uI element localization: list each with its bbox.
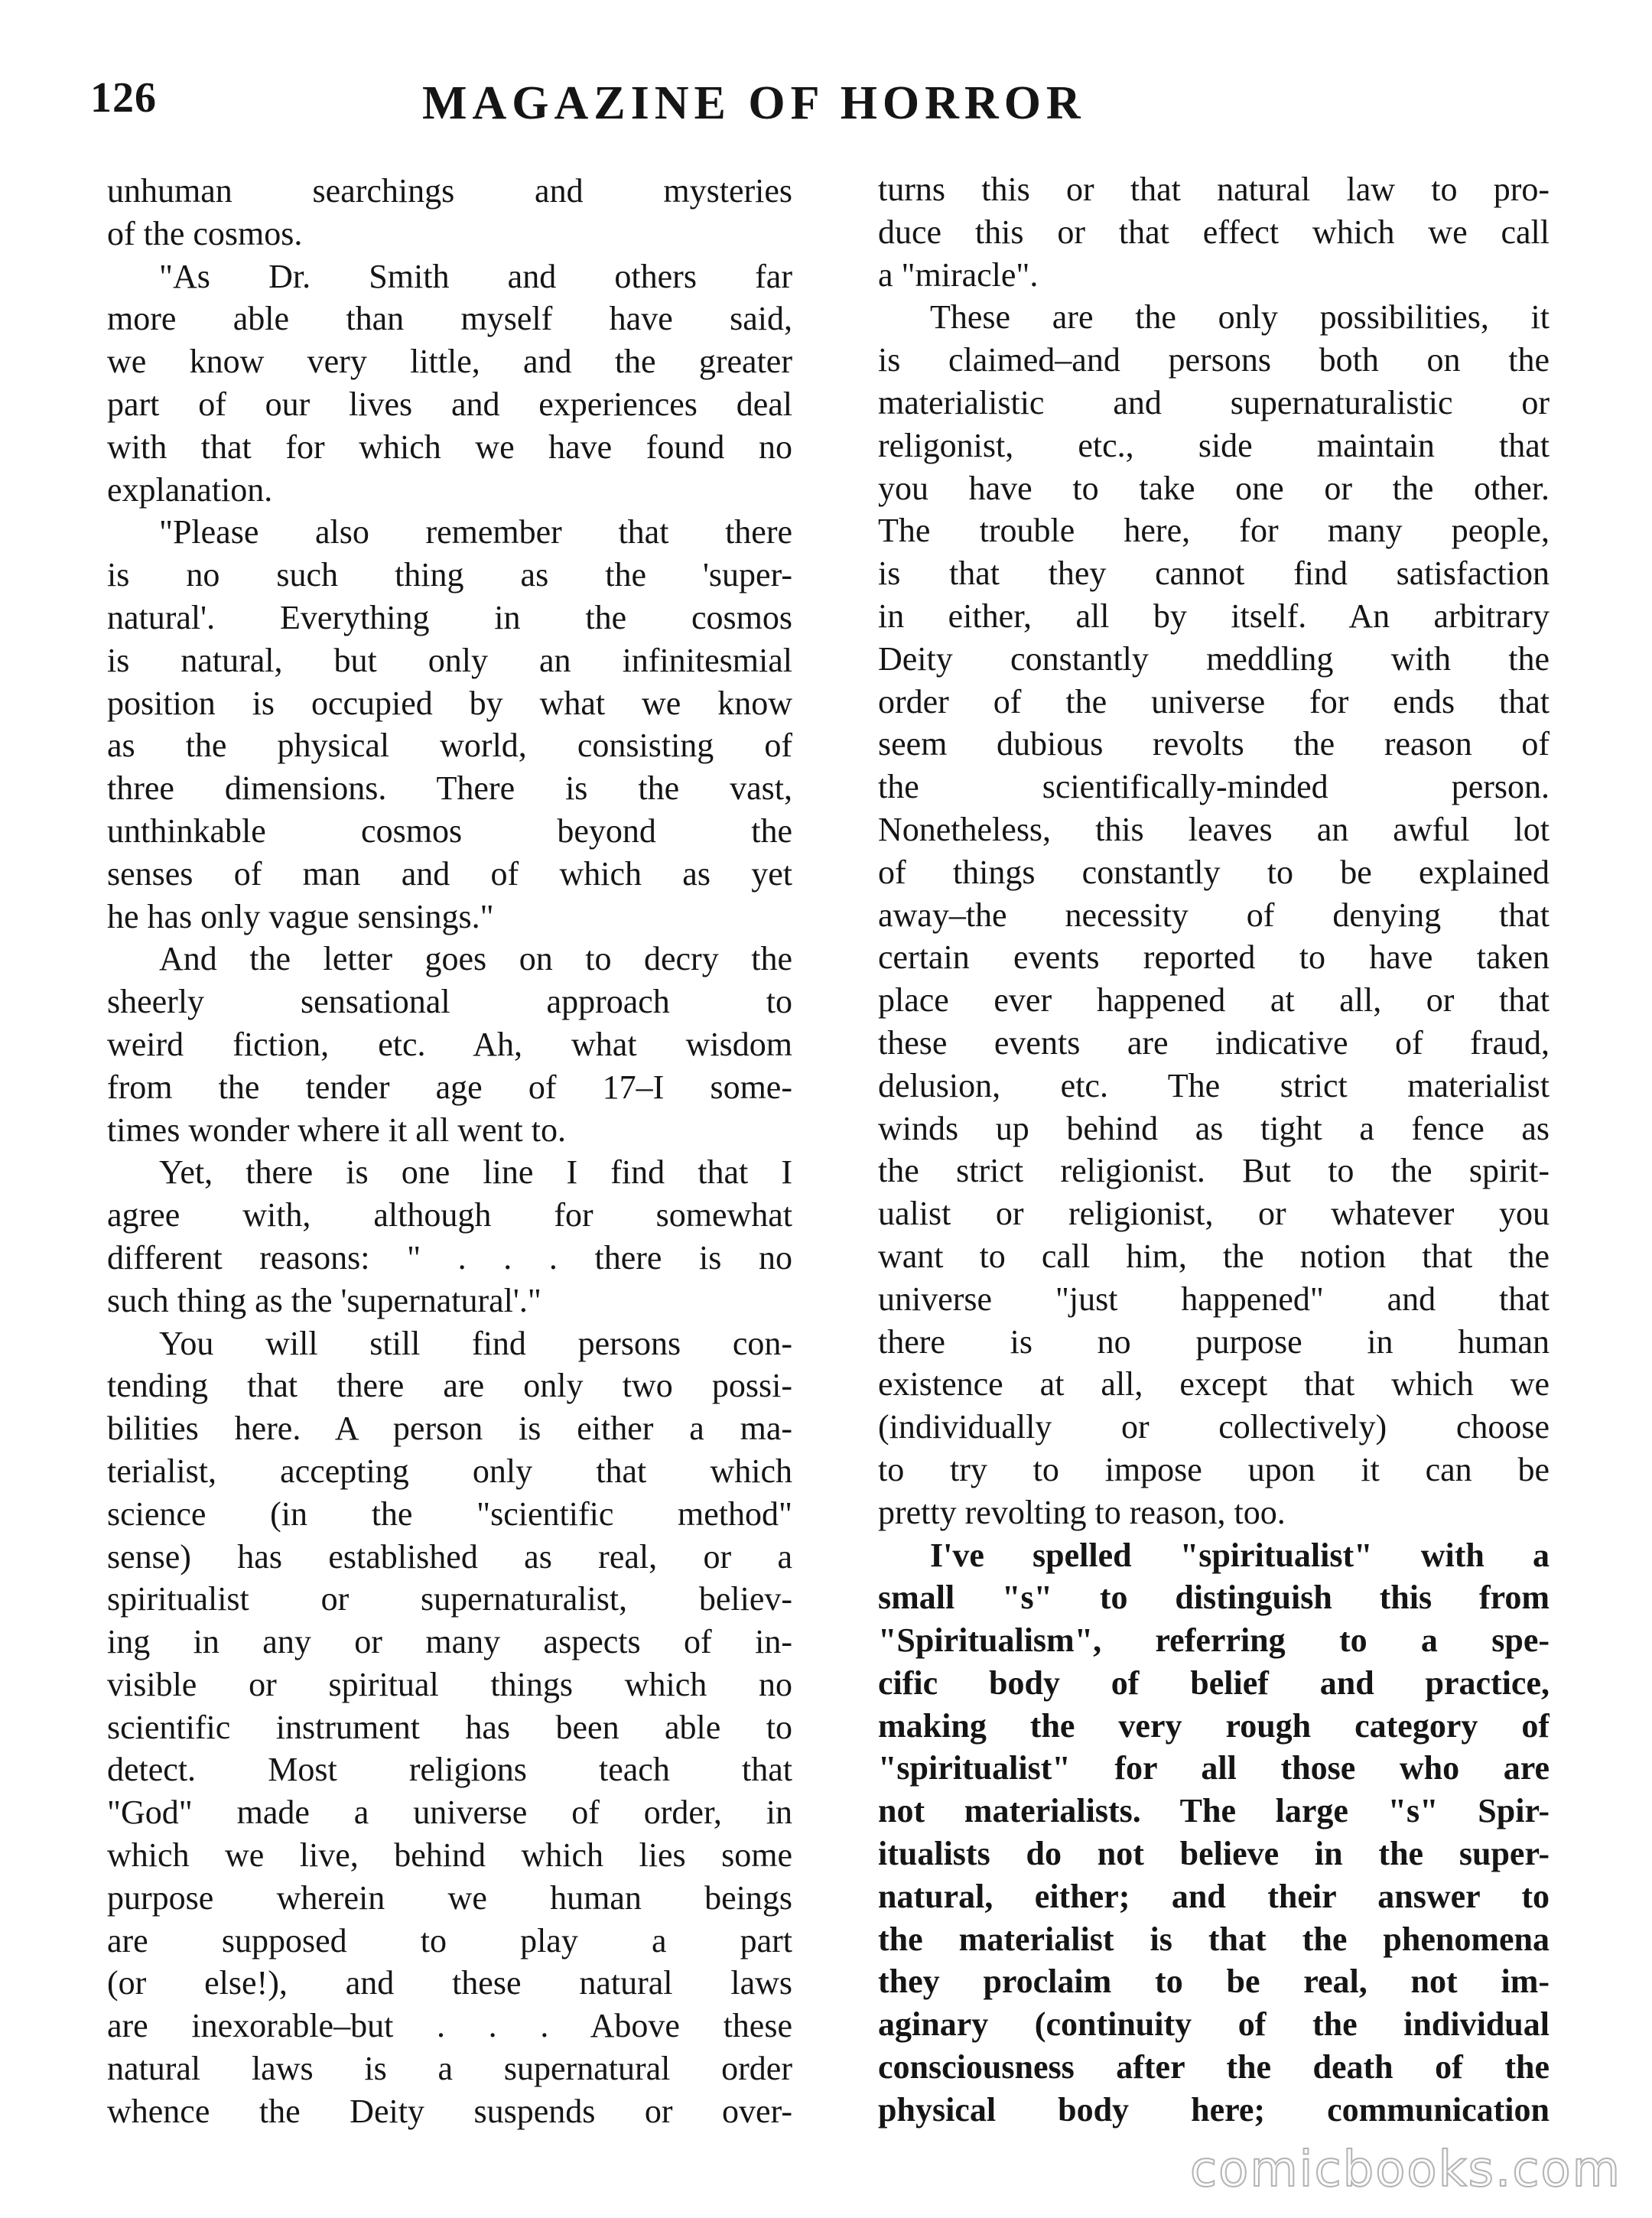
text-line: not materialists. The large "s" Spir- — [878, 1792, 1550, 1830]
text-line: explanation. — [107, 470, 273, 509]
text-line: turns this or that natural law to pro- — [878, 171, 1550, 208]
text-line: is natural, but only an infinitesmial — [107, 641, 792, 679]
text-line: pretty revolting to reason, too. — [878, 1493, 1286, 1531]
text-line: unhuman searchings and mysteries — [107, 172, 792, 210]
text-line: part of our lives and experiences deal — [107, 385, 792, 423]
text-line: delusion, etc. The strict materialist — [878, 1066, 1550, 1104]
text-line: from the tender age of 17–I some- — [107, 1068, 792, 1106]
text-line: universe "just happened" and that — [878, 1280, 1550, 1318]
text-line: scientific instrument has been able to — [107, 1708, 792, 1746]
text-line: These are the only possibilities, it — [930, 298, 1550, 337]
text-line: Deity constantly meddling with the — [878, 639, 1550, 678]
text-line: seem dubious revolts the reason of — [878, 725, 1550, 763]
text-line: we know very little, and the greater — [107, 343, 792, 381]
text-line: away–the necessity of denying that — [878, 896, 1550, 934]
text-line: cific body of belief and practice, — [878, 1664, 1550, 1702]
text-line: which we live, behind which lies some — [107, 1836, 792, 1875]
text-line: agree with, although for somewhat — [107, 1196, 792, 1234]
text-line: the strict religionist. But to the spirit- — [878, 1152, 1550, 1190]
text-line: you have to take one or the other. — [878, 469, 1550, 507]
text-line: these events are indicative of fraud, — [878, 1023, 1550, 1062]
text-line: a "miracle". — [878, 255, 1039, 294]
text-line: is claimed–and persons both on the — [878, 341, 1550, 379]
text-line: natural laws is a supernatural order — [107, 2050, 792, 2088]
text-line: certain events reported to have taken — [878, 938, 1550, 977]
text-line: are supposed to play a part — [107, 1921, 792, 1959]
text-line: of the cosmos. — [107, 214, 303, 252]
text-line: to try to impose upon it can be — [878, 1450, 1550, 1488]
magazine-title: MAGAZINE OF HORROR — [422, 77, 1086, 129]
text-line: as the physical world, consisting of — [107, 727, 792, 765]
text-line: aginary (continuity of the individual — [878, 2005, 1550, 2044]
text-line: want to call him, the notion that the — [878, 1237, 1550, 1275]
text-line: winds up behind as tight a fence as — [878, 1109, 1550, 1147]
text-line: ualist or religionist, or whatever you — [878, 1195, 1550, 1233]
text-line: The trouble here, for many people, — [878, 512, 1550, 550]
text-line: You will still find persons con- — [159, 1324, 792, 1362]
text-line: such thing as the 'supernatural'." — [107, 1281, 541, 1319]
text-line: physical body here; communication — [878, 2090, 1550, 2129]
text-line: Nonetheless, this leaves an awful lot — [878, 810, 1550, 848]
text-line: ing in any or many aspects of in- — [107, 1623, 792, 1661]
watermark-logo: comicbooks.com — [1189, 2142, 1621, 2198]
text-line: visible or spiritual things which no — [107, 1665, 792, 1703]
text-line: I've spelled "spiritualist" with a — [930, 1536, 1550, 1574]
text-line: is that they cannot find satisfaction — [878, 554, 1550, 593]
text-line: three dimensions. There is the vast, — [107, 769, 792, 808]
page-number: 126 — [90, 74, 157, 122]
text-line: "Please also remember that there — [159, 513, 792, 551]
text-line: science (in the "scientific method" — [107, 1494, 792, 1533]
text-line: order of the universe for ends that — [878, 682, 1550, 720]
text-line: small "s" to distinguish this from — [878, 1579, 1550, 1617]
text-line: making the very rough category of — [878, 1706, 1550, 1745]
text-line: sense) has established as real, or a — [107, 1537, 792, 1576]
text-line: materialistic and supernaturalistic or — [878, 383, 1550, 421]
text-line: sheerly sensational approach to — [107, 983, 792, 1021]
text-line: whence the Deity suspends or over- — [107, 2092, 792, 2130]
text-line: terialist, accepting only that which — [107, 1452, 792, 1490]
text-line: senses of man and of which as yet — [107, 854, 792, 893]
text-line: more able than myself have said, — [107, 300, 792, 338]
text-line: Yet, there is one line I find that I — [159, 1153, 792, 1192]
text-line: of things constantly to be explained — [878, 853, 1550, 891]
text-line: times wonder where it all went to. — [107, 1111, 566, 1149]
text-line: the materialist is that the phenomena — [878, 1920, 1550, 1958]
text-line: position is occupied by what we know — [107, 684, 792, 722]
text-line: (or else!), and these natural laws — [107, 1964, 792, 2002]
text-line: "God" made a universe of order, in — [107, 1794, 792, 1832]
text-line: place ever happened at all, or that — [878, 981, 1550, 1020]
text-line: they proclaim to be real, not im- — [878, 1963, 1550, 2001]
text-line: is no such thing as the 'super- — [107, 556, 792, 594]
text-line: in either, all by itself. An arbitrary — [878, 597, 1550, 635]
text-line: (individually or collectively) choose — [878, 1408, 1550, 1446]
right-column — [878, 168, 1550, 2132]
text-line: with that for which we have found no — [107, 428, 792, 466]
text-line: the scientifically-minded person. — [878, 768, 1550, 806]
text-line: purpose wherein we human beings — [107, 1878, 792, 1917]
text-line: itualists do not believe in the super- — [878, 1835, 1550, 1873]
text-line: religonist, etc., side maintain that — [878, 426, 1550, 464]
text-line: unthinkable cosmos beyond the — [107, 811, 792, 850]
text-line: bilities here. A person is either a ma- — [107, 1410, 792, 1448]
text-line: consciousness after the death of the — [878, 2048, 1550, 2086]
text-line: "As Dr. Smith and others far — [159, 257, 792, 295]
text-line: detect. Most religions teach that — [107, 1751, 792, 1789]
text-line: tending that there are only two possi- — [107, 1367, 792, 1405]
text-line: And the letter goes on to decry the — [159, 940, 792, 978]
text-line: there is no purpose in human — [878, 1322, 1550, 1361]
text-line: natural, either; and their answer to — [878, 1877, 1550, 1915]
text-line: weird fiction, etc. Ah, what wisdom — [107, 1025, 792, 1063]
text-line: are inexorable–but . . . Above these — [107, 2007, 792, 2045]
text-line: "Spiritualism", referring to a spe- — [878, 1621, 1550, 1660]
text-line: different reasons: " . . . there is no — [107, 1238, 792, 1276]
text-line: spiritualist or supernaturalist, believ- — [107, 1580, 792, 1618]
left-column — [107, 170, 792, 2133]
text-line: "spiritualist" for all those who are — [878, 1749, 1550, 1787]
text-line: duce this or that effect which we call — [878, 213, 1550, 251]
text-line: natural'. Everything in the cosmos — [107, 598, 792, 636]
text-line: existence at all, except that which we — [878, 1365, 1550, 1403]
text-line: he has only vague sensings." — [107, 897, 494, 935]
